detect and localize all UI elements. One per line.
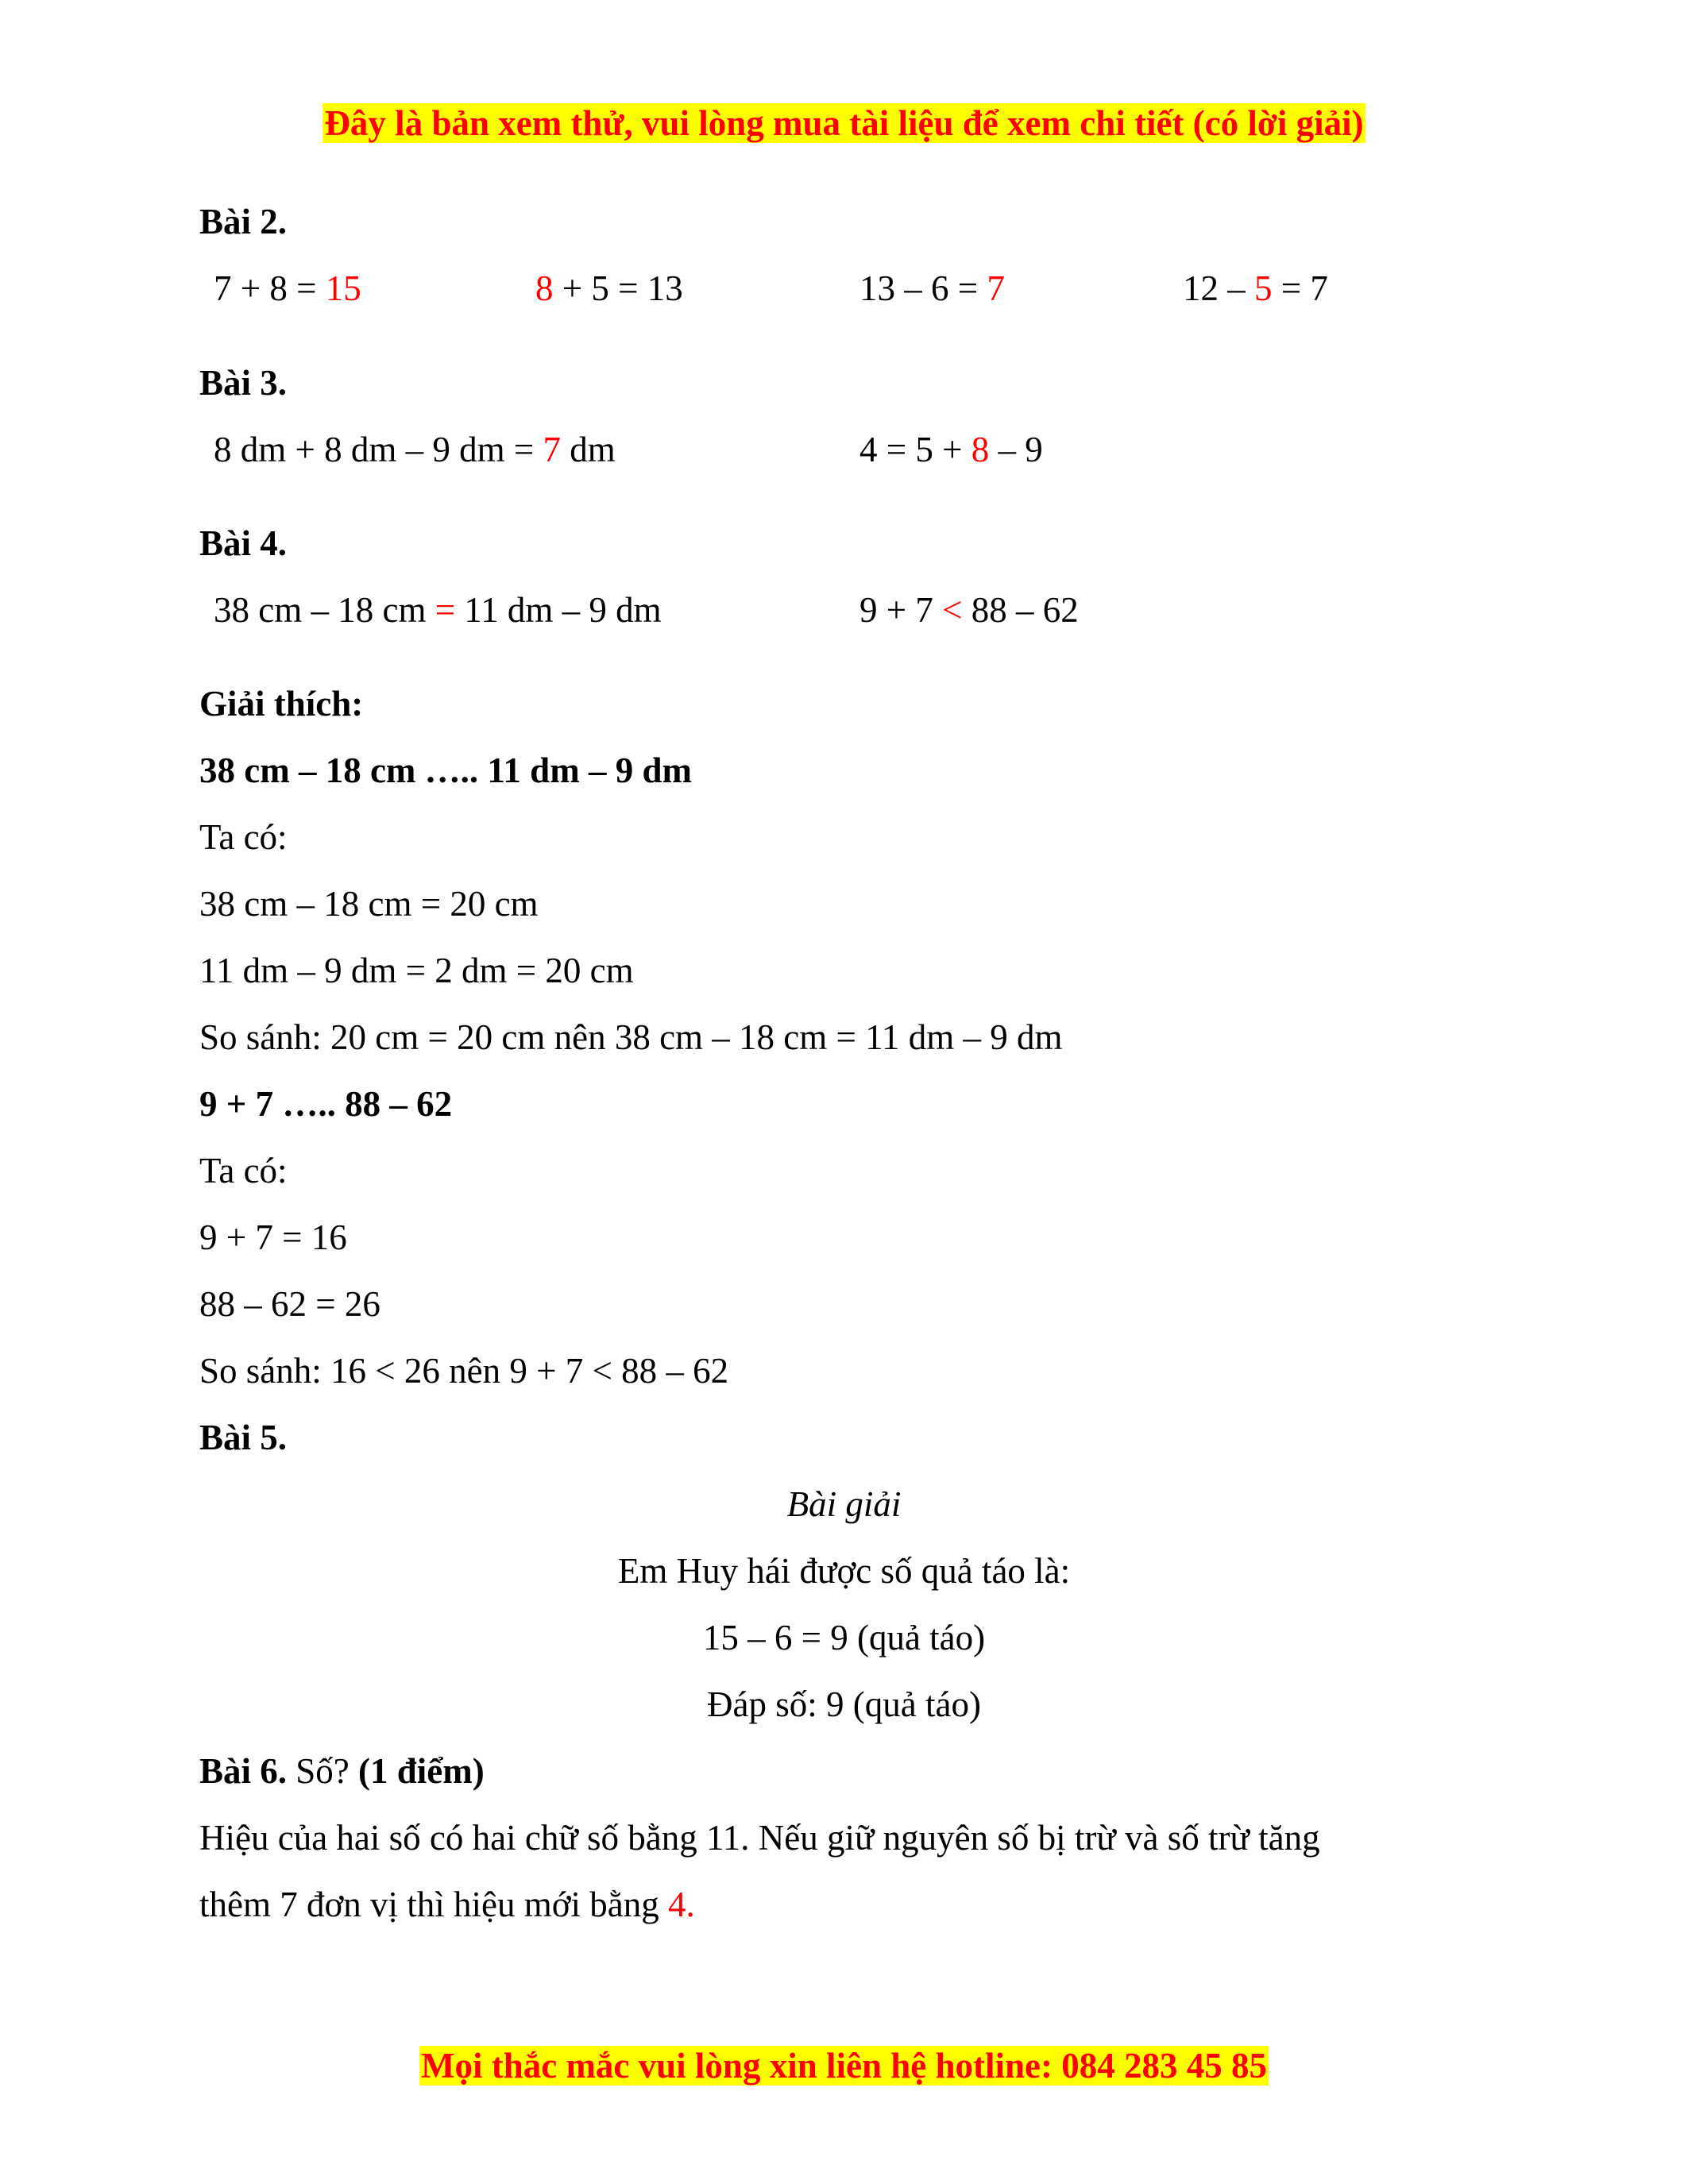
bai6-answer: 4. [668,1885,695,1924]
bai2-title: Bài 2. [199,202,288,241]
bai4-eq1-text: 38 cm – 18 cm [214,590,435,630]
bai2-eq1-answer: 15 [325,268,361,308]
bai2-eq4-text: 12 – [1183,268,1254,308]
bai6-title: Bài 6. [199,1751,288,1791]
bai3-equation-2 [859,427,1043,472]
explanation-line: 88 – 62 = 26 [199,1284,380,1324]
bai4-eq1-answer: = [435,590,456,630]
bai2-eq1-text: 7 + 8 = [214,268,326,308]
bai2-eq4-answer: 5 [1254,268,1273,308]
explanation-line: So sánh: 16 < 26 nên 9 + 7 < 88 – 62 [199,1351,729,1391]
bai6-problem-text: thêm 7 đơn vị thì hiệu mới bằng [199,1885,669,1924]
bai2-equation-3 [859,266,1005,311]
bai4-comparison-2 [859,588,1079,632]
bai4-eq2-text: 9 + 7 [859,590,943,630]
bai3-eq1-answer: 7 [543,430,562,469]
bai5-solution-line: Em Huy hái được số quả táo là: [617,1551,1071,1591]
bai2-eq2-text: + 5 = 13 [553,268,683,308]
explanation-line: 38 cm – 18 cm = 20 cm [199,884,539,924]
explanation-heading-1: 38 cm – 18 cm ….. 11 dm – 9 dm [199,751,692,790]
explanation-line: So sánh: 20 cm = 20 cm nên 38 cm – 18 cm = 11 dm – 9 dm [199,1017,1063,1057]
footer-notice [0,2043,1688,2088]
explanation-line: 11 dm – 9 dm = 2 dm = 20 cm [199,951,634,990]
bai6-heading [199,1749,485,1793]
bai3-equation-1 [214,427,616,472]
bai2-eq3-answer: 7 [987,268,1005,308]
bai3-eq2-answer: 8 [971,430,990,469]
bai5-solution-title: Bài giải [786,1484,902,1524]
footer-hotline-text: Mọi thắc mắc vui lòng xin liên hệ hotline: 084 283 45 85 [420,2046,1267,2086]
bai4-comparison-1 [214,588,662,632]
bai2-eq4-text-2: = 7 [1272,268,1328,308]
explanation-heading-2: 9 + 7 ….. 88 – 62 [199,1084,453,1124]
bai4-title: Bài 4. [199,523,288,563]
bai3-title: Bài 3. [199,363,288,403]
bai2-eq3-text: 13 – 6 = [859,268,987,308]
bai3-eq2-text: 4 = 5 + [859,430,971,469]
bai5-answer-line: Đáp số: 9 (quả táo) [707,1684,981,1724]
bai6-points: (1 điểm) [358,1751,485,1791]
bai5-title: Bài 5. [199,1418,288,1457]
explanation-line: 9 + 7 = 16 [199,1217,347,1257]
bai5-solution-line: 15 – 6 = 9 (quả táo) [702,1618,986,1657]
bai6-problem-line-1: Hiệu của hai số có hai chữ số bằng 11. Nếu giữ nguyên số bị trừ và số trừ tăng [199,1818,1320,1858]
bai6-prompt: Số? [287,1751,359,1791]
bai4-eq2-answer: < [942,590,963,630]
bai2-eq2-answer: 8 [535,268,554,308]
header-banner-text: Đây là bản xem thử, vui lòng mua tài liệu để xem chi tiết (có lời giải) [324,103,1364,143]
bai3-eq1-text-2: dm [561,430,616,469]
bai2-equation-2 [535,266,683,311]
explanation-title: Giải thích: [199,684,364,723]
bai3-eq2-text-2: – 9 [989,430,1043,469]
header-notice [0,101,1688,145]
explanation-line: Ta có: [199,817,288,857]
bai2-equation-1 [214,266,361,311]
bai6-problem-line-2 [199,1882,695,1927]
bai3-eq1-text: 8 dm + 8 dm – 9 dm = [214,430,543,469]
bai4-eq2-text-2: 88 – 62 [962,590,1079,630]
explanation-line: Ta có: [199,1151,288,1190]
bai4-eq1-text-2: 11 dm – 9 dm [455,590,662,630]
bai2-equation-4 [1183,266,1328,311]
